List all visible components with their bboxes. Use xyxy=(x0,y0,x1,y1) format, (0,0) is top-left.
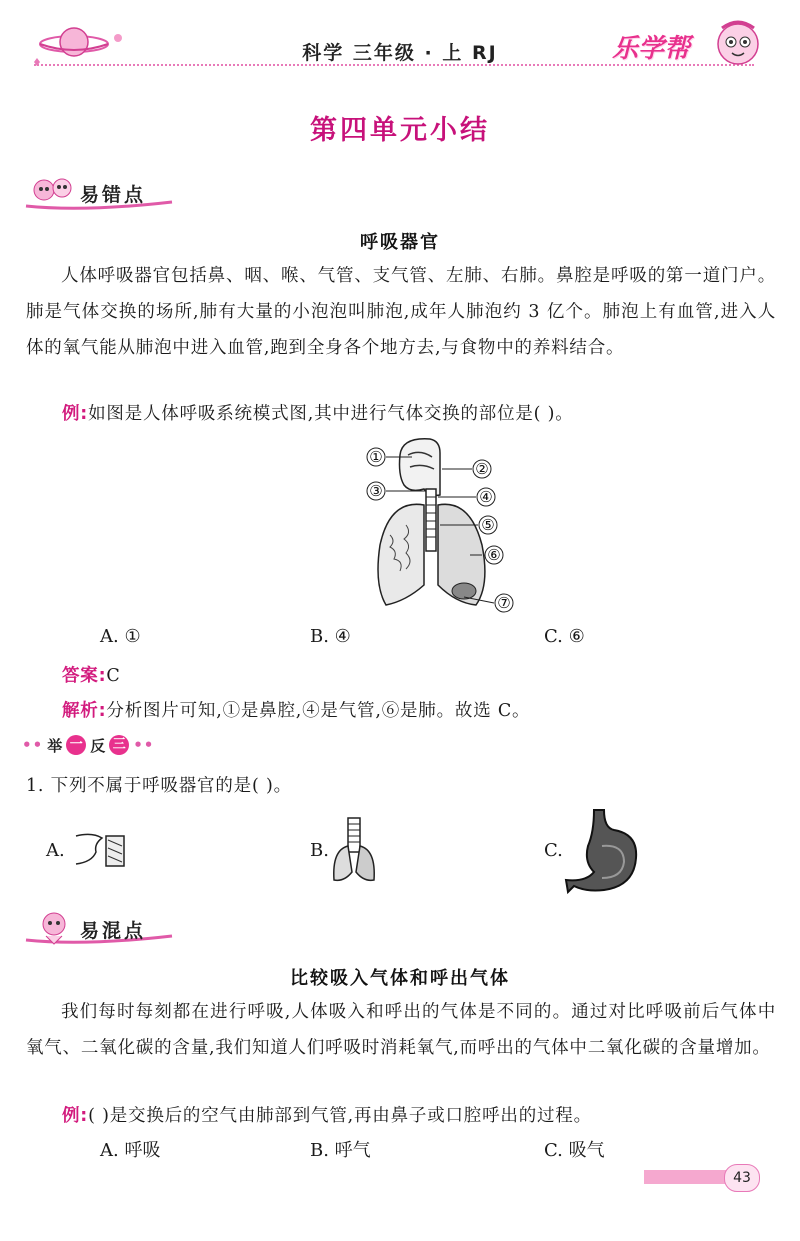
diagram-label-3: ③ xyxy=(369,482,383,500)
diagram-label-2: ② xyxy=(475,460,489,478)
option-b-2: B. 呼气 xyxy=(310,1140,371,1161)
respiratory-system-diagram xyxy=(360,435,520,615)
page-number-bar xyxy=(644,1170,734,1184)
analysis-text: 分析图片可知,①是鼻腔,④是气管,⑥是肺。故选 C。 xyxy=(106,701,531,721)
analysis-label: 解析: xyxy=(62,701,107,721)
example-text-2: ( )是交换后的空气由肺部到气管,再由鼻子或口腔呼出的过程。 xyxy=(88,1106,592,1126)
dots-left-icon: •• xyxy=(22,736,44,754)
analysis-line xyxy=(62,697,530,722)
example-text: 如图是人体呼吸系统模式图,其中进行气体交换的部位是( )。 xyxy=(88,404,574,424)
stomach-image xyxy=(564,806,642,896)
answer-line xyxy=(62,662,121,687)
option-a-2: A. 呼吸 xyxy=(100,1140,161,1161)
trachea-shape xyxy=(426,489,436,551)
practice-option-c: C. xyxy=(544,840,563,861)
practice-label-2: 一 xyxy=(66,735,86,755)
example-question xyxy=(62,400,574,425)
example-label: 例: xyxy=(62,404,89,424)
example-question-2 xyxy=(62,1102,592,1127)
section-label-mistakes: 易错点 xyxy=(80,184,147,206)
practice-label-3: 反 xyxy=(90,736,106,755)
practice-label-1: 举 xyxy=(47,736,63,755)
right-lung-shape xyxy=(378,504,424,605)
practice-label-4: 三 xyxy=(109,735,129,755)
practice-option-a: A. xyxy=(46,840,65,861)
diagram-label-6: ⑥ xyxy=(487,546,501,564)
example-label-2: 例: xyxy=(62,1106,89,1126)
section-label-confusions: 易混点 xyxy=(80,920,147,942)
lungs-image xyxy=(330,816,378,886)
nasal-cavity-image xyxy=(72,830,128,870)
diagram-label-5: ⑤ xyxy=(481,516,495,534)
answer-label: 答案: xyxy=(62,666,107,686)
dots-right-icon: •• xyxy=(133,736,155,754)
answer-value: C xyxy=(106,666,121,686)
practice-banner xyxy=(22,734,154,756)
option-c-2: C. 吸气 xyxy=(544,1140,605,1161)
diagram-label-7: ⑦ xyxy=(497,594,511,612)
section-subtitle-gas-comparison: 比较吸入气体和呼出气体 xyxy=(290,968,510,989)
option-c: C. ⑥ xyxy=(544,626,585,647)
respiratory-organs-paragraph: 人体呼吸器官包括鼻、咽、喉、气管、支气管、左肺、右肺。鼻腔是呼吸的第一道门户。肺是气体交换的场所,肺有大量的小泡泡叫肺泡,成年人肺泡约 3 亿个。肺泡上有血管,进入人体的氧气能从肺泡中进入血管,跑到全身各个地方去,与食物中的养料结合。 xyxy=(26,266,776,358)
practice-question: 1. 下列不属于呼吸器官的是( )。 xyxy=(26,776,292,796)
option-a: A. ① xyxy=(100,626,141,647)
gas-comparison-paragraph: 我们每时每刻都在进行呼吸,人体吸入和呼出的气体是不同的。通过对比呼吸前后气体中氧气、二氧化碳的含量,我们知道人们呼吸时消耗氧气,而呼出的气体中二氧化碳的含量增加。 xyxy=(26,1002,776,1058)
section-subtitle-respiratory-organs: 呼吸器官 xyxy=(360,232,440,253)
head-outline xyxy=(400,439,441,496)
mascot-icon xyxy=(700,18,770,70)
brand-logo: 乐学帮 xyxy=(612,34,691,64)
diagram-label-4: ④ xyxy=(479,488,493,506)
option-b: B. ④ xyxy=(310,626,351,647)
diagram-label-1: ① xyxy=(369,448,383,466)
page-number: 43 xyxy=(724,1164,760,1192)
unit-title: 第四单元小结 xyxy=(310,115,490,146)
practice-option-b: B. xyxy=(310,840,329,861)
header-title: 科学 三年级 · 上 RJ xyxy=(302,42,498,64)
